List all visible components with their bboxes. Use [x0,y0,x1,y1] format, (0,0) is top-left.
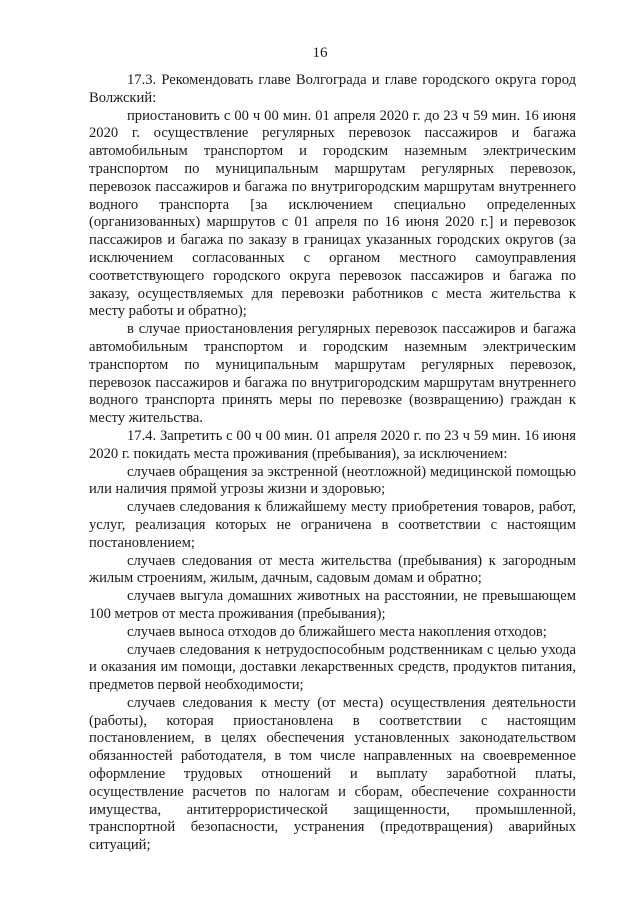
page-number: 16 [312,45,328,61]
paragraph-17-4: 17.4. Запретить с 00 ч 00 мин. 01 апреля 2020 г. по 23 ч 59 мин. 16 июня 2020 г. покидать места проживания (пребывания), за исключением: [89,427,576,462]
document-body [89,72,576,855]
exception-relatives-care: случаев следования к нетрудоспособным родственникам с целью ухода и оказания им помощи, доставки лекарственных средств, продуктов питания, предметов первой необходимости; [89,641,576,694]
paragraph-17-3: 17.3. Рекомендовать главе Волгограда и главе городского округа город Волжский: [89,72,576,106]
exception-medical: случаев обращения за экстренной (неотложной) медицинской помощью или наличия прямой угрозы жизни и здоровью; [89,463,576,498]
exception-work-duties: случаев следования к месту (от места) осуществления деятельности (работы), которая приостановлена в соответствии с настоящим постановлением, в целях обеспечения установленных законодательством обязанностей работодателя, в том числе направленных на своевременное оформление трудовых отношений и выплату заработной платы, осуществление расчетов по налогам и сборам, обеспечение сохранности имущества, антитеррористической защищенности, промышленной, транспортной безопасности, устранения (предотвращения) аварийных ситуаций; [89,694,576,854]
exception-country-houses: случаев следования от места жительства (пребывания) к загородным жилым строениям, жилым, дачным, садовым домам и обратно; [89,552,576,587]
paragraph-suspend-transport: приостановить с 00 ч 00 мин. 01 апреля 2020 г. до 23 ч 59 мин. 16 июня 2020 г. осуществление регулярных перевозок пассажиров и багажа автомобильным транспортом и городским наземным электрическим транспортом по муниципальным маршрутам регулярных перевозок, перевозок пассажиров и багажа по внутригородским маршрутам внутреннего водного транспорта [за исключением специально определенных (организованных) маршрутов с 01 апреля по 16 июня 2020 г.] и перевозок пассажиров и багажа по заказу в границах указанных городских округов (за исключением согласованных с органом местного самоуправления соответствующего городского округа перевозок пассажиров и багажа по заказу, осуществляемых для перевозки работников с места жительства к месту работы и обратно); [89,107,576,320]
exception-pet-walking: случаев выгула домашних животных на расстоянии, не превышающем 100 метров от места проживания (пребывания); [89,588,576,622]
exception-waste: случаев выноса отходов до ближайшего места накопления отходов; [127,623,547,640]
exception-shopping: случаев следования к ближайшему месту приобретения товаров, работ, услуг, реализация которых не ограничена в соответствии с настоящим постановлением; [89,499,576,551]
paragraph-return-citizens: в случае приостановления регулярных перевозок пассажиров и багажа автомобильным транспортом и городским наземным электрическим транспортом по муниципальным маршрутам регулярных перевозок, перевозок пассажиров и багажа по внутригородским маршрутам внутреннего водного транспорта принять меры по перевозке (возвращению) граждан к месту жительства. [89,321,576,427]
